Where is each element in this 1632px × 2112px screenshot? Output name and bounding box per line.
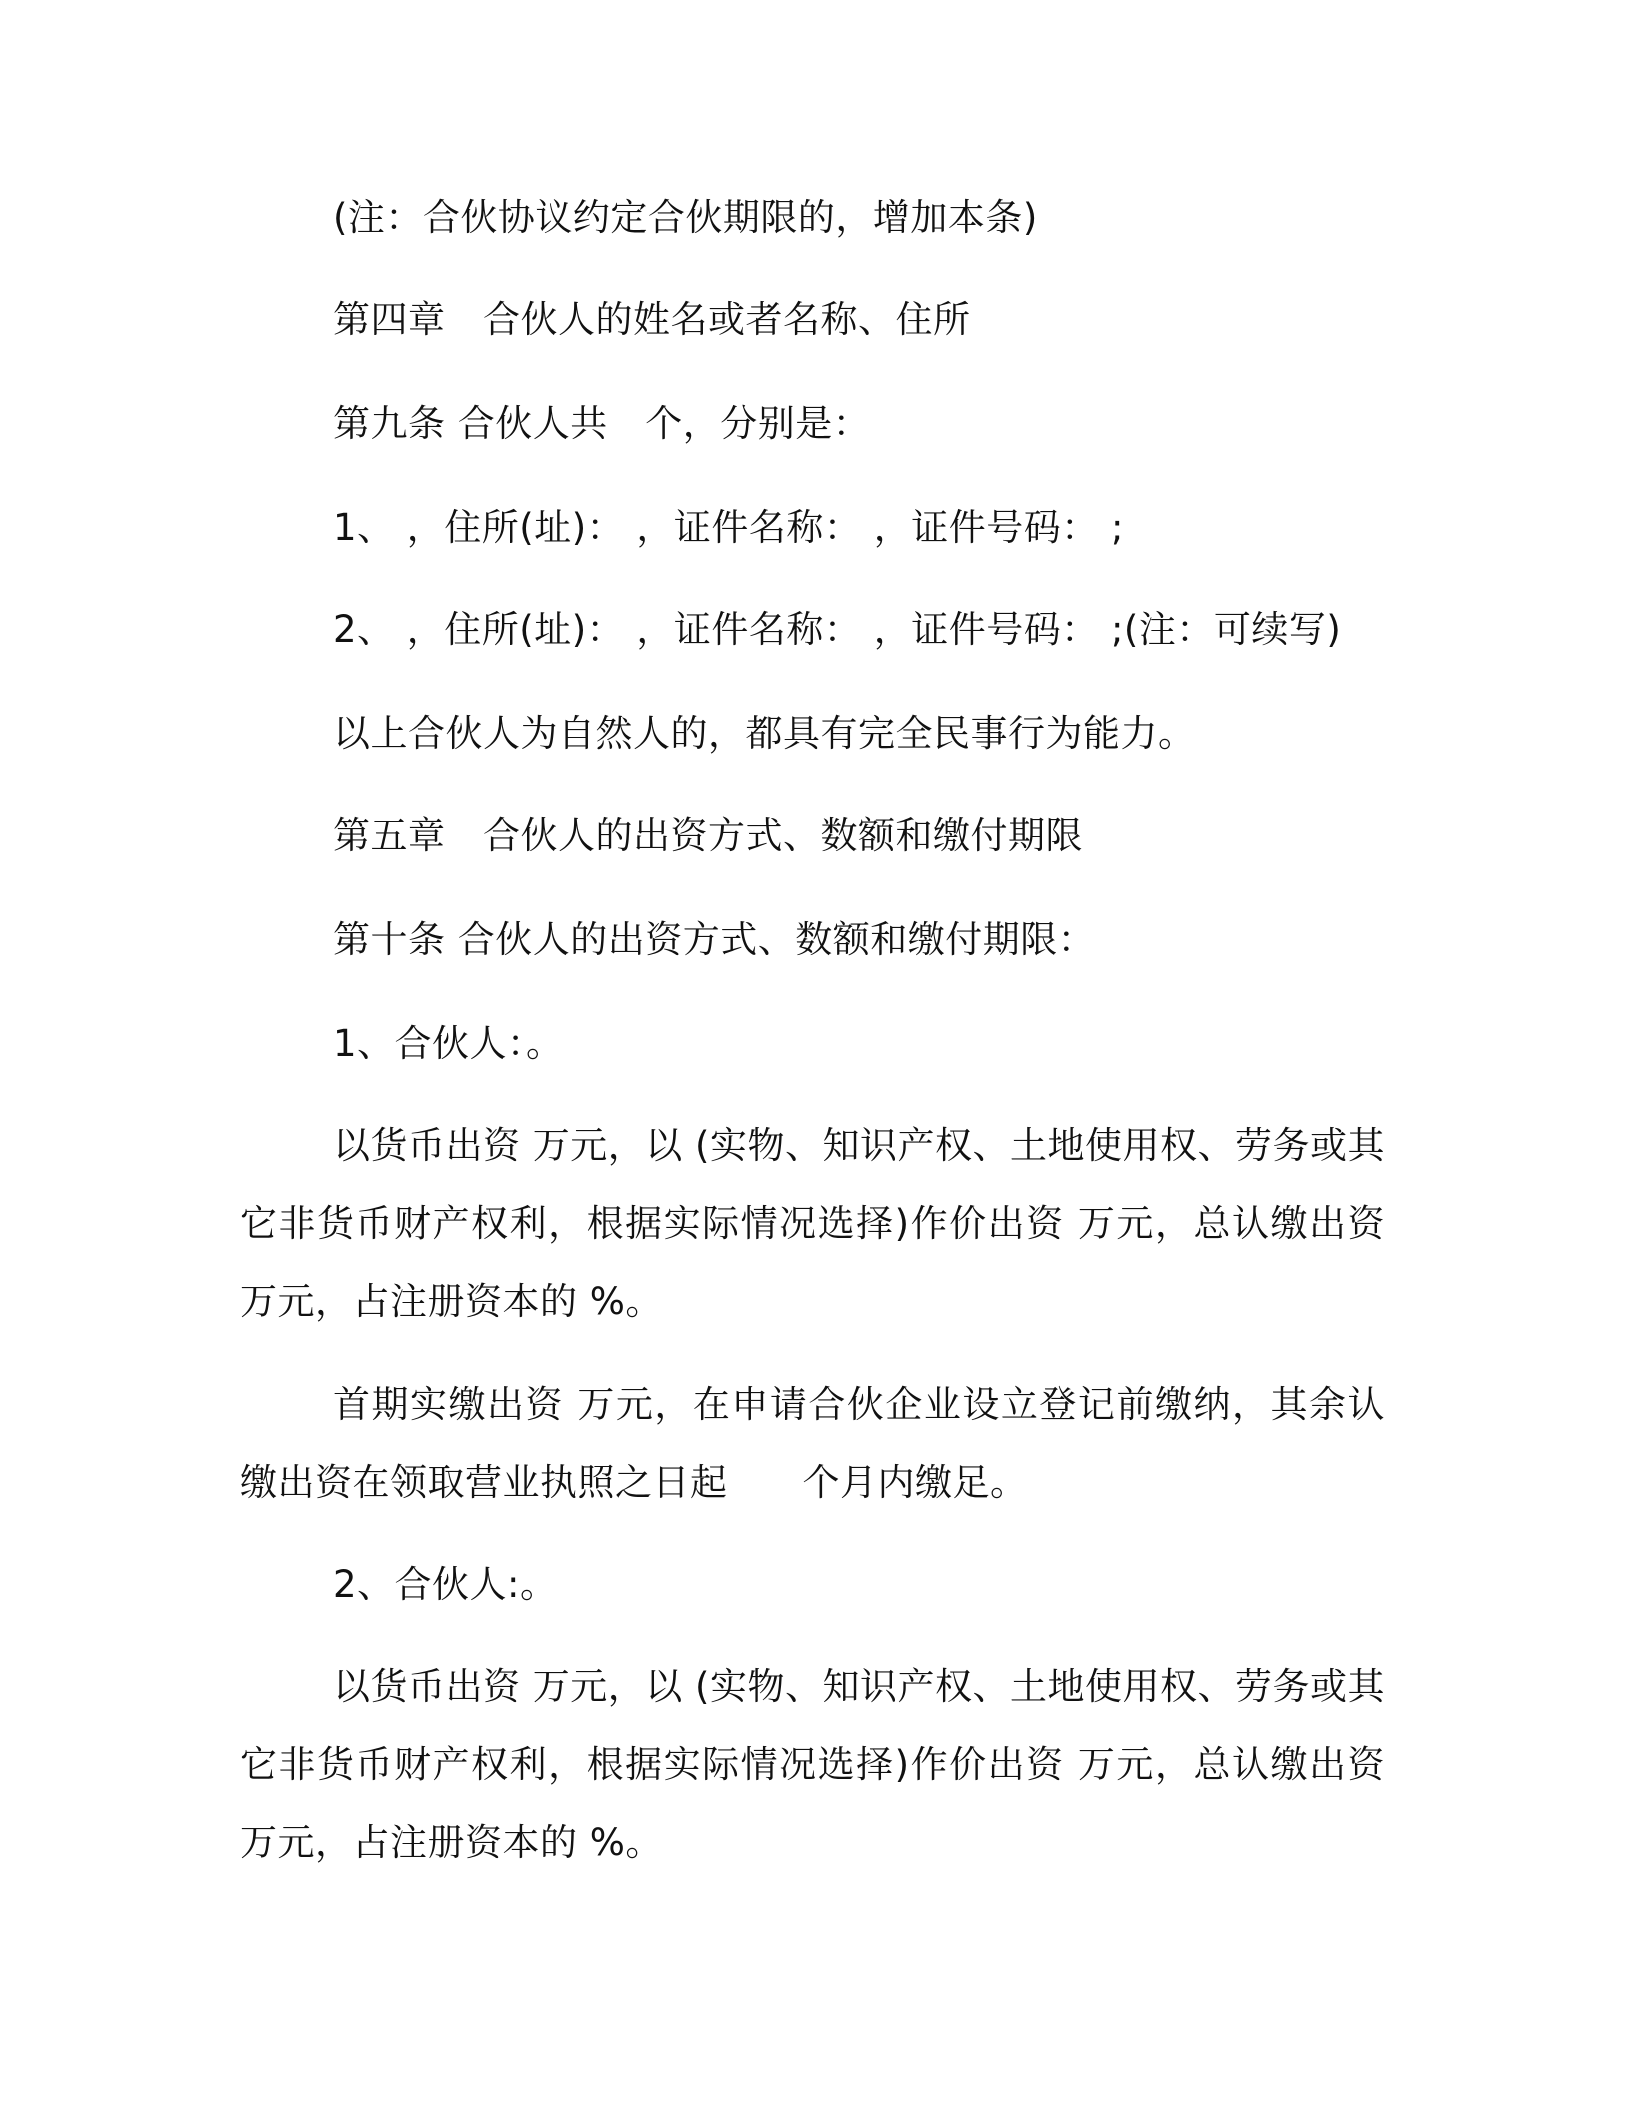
chapter-4-title: 第四章 合伙人的姓名或者名称、住所 bbox=[333, 298, 971, 341]
partner-list-item-2: 2、 ，住所(址)： ，证件名称： ，证件号码： ;(注：可续写) bbox=[333, 608, 1342, 651]
partner-list-item-1: 1、 ，住所(址)： ，证件名称： ，证件号码： ; bbox=[333, 506, 1124, 549]
partner-1-payment: 首期实缴出资 万元，在申请合伙企业设立登记前缴纳，其余认缴出资在领取营业执照之日起 个月内缴足。 bbox=[240, 1383, 1385, 1504]
partner-2-label: 2、合伙人:。 bbox=[333, 1563, 558, 1606]
partner-2-contribution: 以货币出资 万元，以 (实物、知识产权、土地使用权、劳务或其它非货币财产权利，根据实际情况选择)作价出资 万元，总认缴出资 万元，占注册资本的 %。 bbox=[240, 1665, 1385, 1864]
capacity-statement: 以上合伙人为自然人的，都具有完全民事行为能力。 bbox=[333, 712, 1196, 755]
chapter-5-title: 第五章 合伙人的出资方式、数额和缴付期限 bbox=[333, 814, 1083, 857]
partner-1-label: 1、合伙人：。 bbox=[333, 1022, 564, 1065]
partner-1-contribution: 以货币出资 万元，以 (实物、知识产权、土地使用权、劳务或其它非货币财产权利，根据实际情况选择)作价出资 万元，总认缴出资 万元，占注册资本的 %。 bbox=[240, 1124, 1385, 1323]
article-10: 第十条 合伙人的出资方式、数额和缴付期限： bbox=[333, 918, 1096, 961]
article-9: 第九条 合伙人共 个，分别是： bbox=[333, 402, 871, 445]
note-term: (注：合伙协议约定合伙期限的，增加本条) bbox=[333, 196, 1038, 239]
